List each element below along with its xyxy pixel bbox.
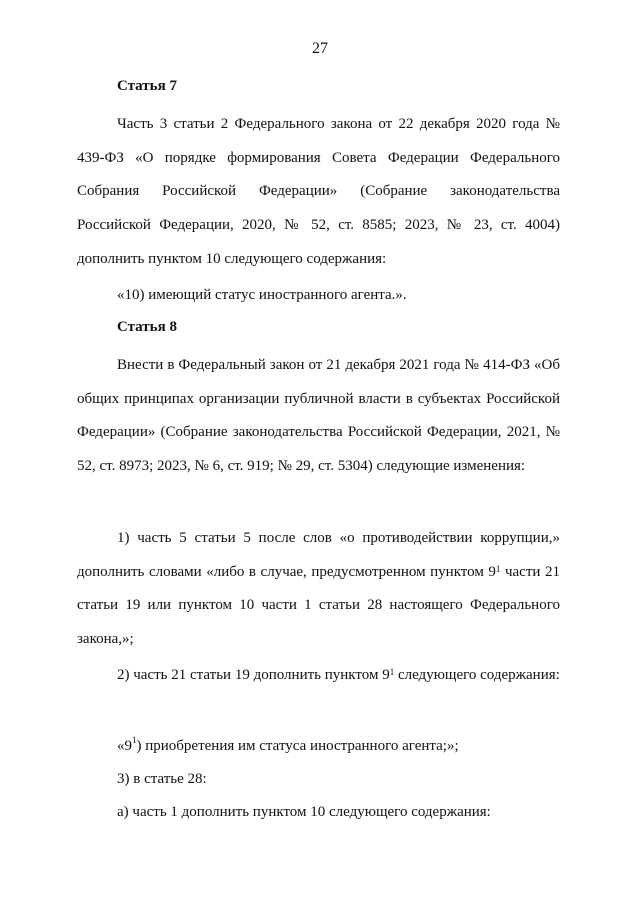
amendment-item-2-text-b: следующего содержания: bbox=[394, 667, 560, 683]
superscript: 1 bbox=[495, 563, 501, 574]
article-8-heading: Статья 8 bbox=[117, 319, 177, 335]
superscript: 1 bbox=[389, 667, 395, 677]
item-text-b: ) приобретения им статуса иностранного агента;»; bbox=[136, 738, 459, 754]
amendment-item-1-text-a: 1) часть 5 статьи 5 после слов «о противодействии коррупции,» дополнить словами «либо в случае, предусмотренном пунктом 9 bbox=[77, 530, 560, 580]
amendment-item-2 bbox=[77, 659, 560, 693]
article-7-text: Часть 3 статьи 2 Федерального закона от 22 декабря 2020 года № 439-ФЗ «О порядке формирования Совета Федерации Федерального Собрания Российской Федерации» (Собрание законодательства Российской Федерации, 2020, № 52, ст. 8585; 2023, № 23, ст. 4004) дополнить пунктом 10 следующего содержания: bbox=[77, 116, 560, 267]
amendment-item-1-text-b: части 21 статьи 19 или пунктом 10 части 1 статьи 28 настоящего Федерального закона,»; bbox=[77, 563, 560, 648]
article-7-item: «10) имеющий статус иностранного агента.». bbox=[117, 287, 407, 303]
article-7-paragraph bbox=[77, 108, 560, 277]
amendment-item-2-text-a: 2) часть 21 статьи 19 дополнить пунктом 9 bbox=[117, 667, 390, 683]
article-8-paragraph bbox=[77, 349, 560, 484]
amendment-item-3a: а) часть 1 дополнить пунктом 10 следующего содержания: bbox=[117, 804, 491, 820]
superscript: 1 bbox=[132, 735, 137, 745]
amendment-item-3: 3) в статье 28: bbox=[117, 771, 207, 787]
page-number: 27 bbox=[312, 40, 328, 57]
article-7-heading: Статья 7 bbox=[117, 78, 177, 94]
amendment-item-1 bbox=[77, 522, 560, 657]
article-8-text: Внести в Федеральный закон от 21 декабря 2021 года № 414-ФЗ «Об общих принципах организации публичной власти в субъектах Российской Федерации» (Собрание законодательства Российской Федерации, 2021, № 52, ст. 8973; 2023, № 6, ст. 919; № 29, ст. 5304) следующие изменения: bbox=[77, 357, 560, 475]
item-text-a: «9 bbox=[117, 738, 132, 754]
amendment-item-2-content bbox=[117, 735, 459, 755]
